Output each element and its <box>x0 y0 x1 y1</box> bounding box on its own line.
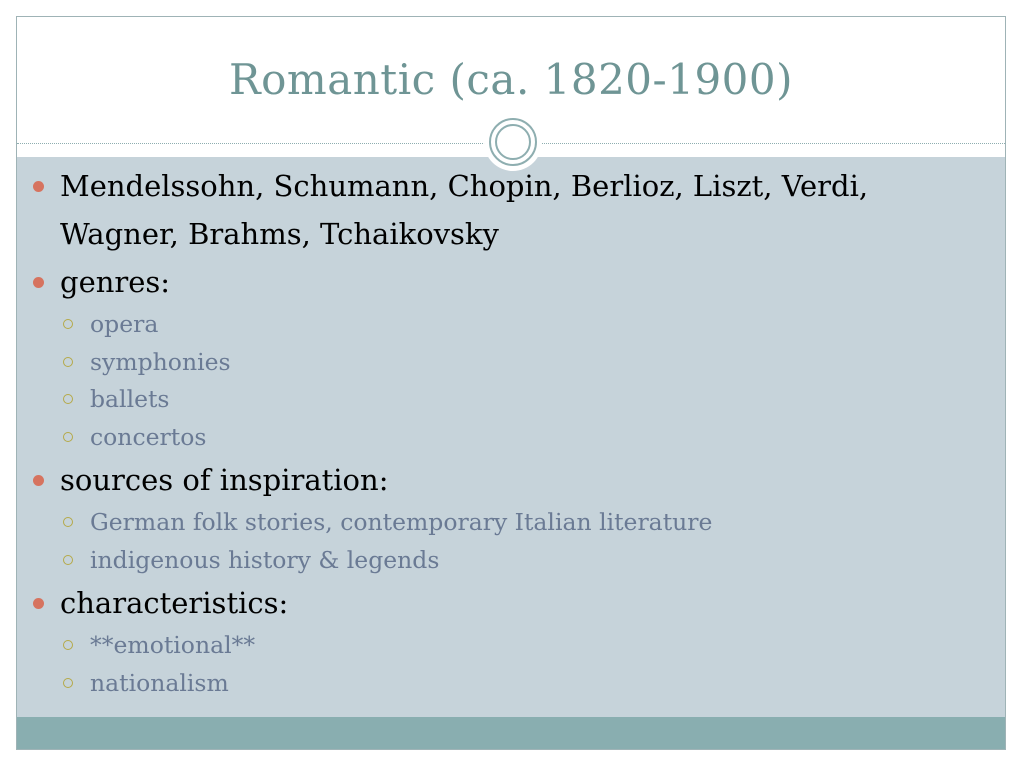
filled-dot-icon <box>33 598 44 609</box>
sub-bullet-text: German folk stories, contemporary Italian literature <box>90 508 713 536</box>
sub-bullet <box>30 306 950 344</box>
sub-bullet-text: concertos <box>90 422 207 451</box>
sub-bullet <box>30 381 950 419</box>
bullet-characteristics <box>30 579 950 627</box>
hollow-circle-icon <box>63 357 73 367</box>
sub-bullet <box>30 344 950 382</box>
hollow-circle-icon <box>63 640 73 650</box>
sub-bullet-text: symphonies <box>90 347 231 376</box>
bullet-text: Mendelssohn, Schumann, Chopin, Berlioz, Liszt, Verdi, Wagner, Brahms, Tchaikovsky <box>60 169 869 251</box>
bullet-text: characteristics: <box>60 586 289 620</box>
filled-dot-icon <box>33 475 44 486</box>
bullet-composers <box>30 162 950 258</box>
sub-bullet-text: ballets <box>90 385 170 413</box>
sub-bullet <box>30 627 950 665</box>
sub-bullet <box>30 504 950 542</box>
sub-bullet <box>30 419 950 457</box>
bullet-text: sources of inspiration: <box>60 463 389 497</box>
filled-dot-icon <box>33 277 44 288</box>
slide-title: Romantic (ca. 1820-1900) <box>228 55 793 104</box>
bullet-sources <box>30 456 950 504</box>
bullet-text: genres: <box>60 265 171 299</box>
hollow-circle-icon <box>63 678 73 688</box>
sub-bullet <box>30 665 950 703</box>
bullet-list <box>30 162 950 702</box>
hollow-circle-icon <box>63 394 73 404</box>
sub-bullet-text: nationalism <box>90 668 229 697</box>
ornament-inner-ring <box>495 124 531 160</box>
hollow-circle-icon <box>63 432 73 442</box>
sub-bullet-text: opera <box>90 310 159 338</box>
bottom-bar <box>17 717 1005 750</box>
hollow-circle-icon <box>63 555 73 565</box>
sub-bullet <box>30 542 950 580</box>
sub-bullet-text: indigenous history & legends <box>90 545 440 574</box>
bullet-genres <box>30 258 950 306</box>
sub-bullet-text: **emotional** <box>90 631 256 659</box>
ornament-outer-ring <box>489 118 537 166</box>
hollow-circle-icon <box>63 319 73 329</box>
filled-dot-icon <box>33 181 44 192</box>
hollow-circle-icon <box>63 517 73 527</box>
